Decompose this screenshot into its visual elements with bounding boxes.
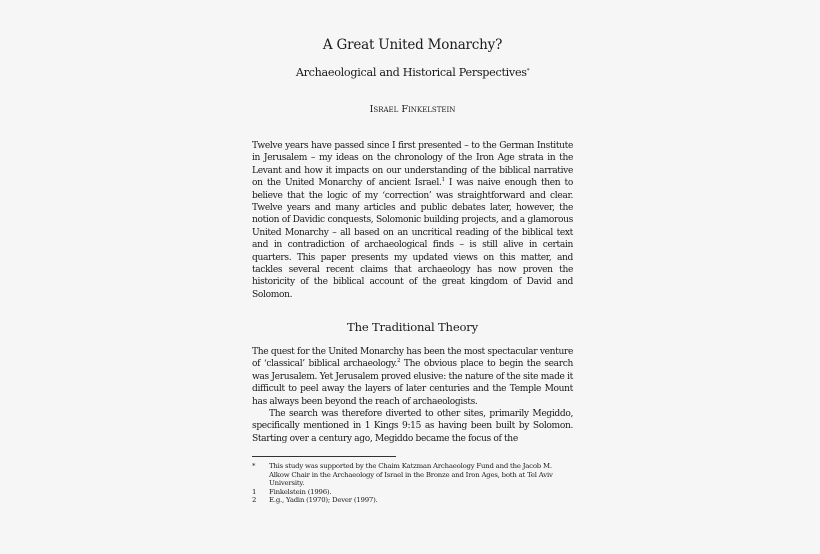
footnote-ref-1[interactable]: 1 [441, 177, 445, 184]
footnote-item [252, 488, 573, 497]
article-title [252, 37, 573, 53]
footnote-text: Finkelstein (1996). [269, 487, 332, 496]
footnote-item [252, 462, 573, 488]
footnote-ref-2[interactable]: 2 [397, 358, 401, 365]
footnote-mark: 2 [252, 496, 257, 505]
article-subtitle [252, 66, 573, 79]
section-body [252, 346, 573, 445]
article-title-text: A Great United Monarchy? [322, 37, 503, 53]
footnote-item [252, 496, 573, 505]
intro-text-part2: I was naive enough then to believe that the logic of my ‘correction’ was straightforward and clear. Twelve years and many articles and public debates later, however, the notion of Davidic conquests, Solomonic building projects, and a glamorous United Monarchy – all based on an uncritical reading of the biblical text and in contradiction of archaeological finds – is still alive in certain quarters. This paper presents my updated views on this matter, and tackles several recent claims that archaeology has now proven the historicity of the biblical account of the great kingdom of David and Solomon. [252, 178, 573, 300]
section-paragraph-1-part2: The obvious place to begin the search was Jerusalem. Yet Jerusalem proved elusive: the nature of the site made it difficult to peel away the layers of later centuries and the Temple Mount has always been beyond the reach of archaeologists. [252, 359, 573, 407]
section-paragraph-2: The search was therefore diverted to other sites, primarily Megiddo, specifically mentioned in 1 Kings 9:15 as having been built by Solomon. Starting over a century ago, Megiddo became the focus of the [252, 409, 573, 444]
footnote-mark: 1 [252, 487, 257, 496]
document-page [252, 0, 573, 554]
intro-text-part1: Twelve years have passed since I first presented – to the German Institute in Jerusalem – my ideas on the chronology of the Iron Age strata in the Levant and how it impacts on our understanding of the biblical narrative on the United Monarchy of ancient Israel. [252, 141, 573, 189]
article-subtitle-text: Archaeological and Historical Perspectives [295, 66, 527, 79]
footnote-divider [252, 456, 396, 457]
intro-text [252, 140, 573, 301]
footnote-text: This study was supported by the Chaim Katzman Archaeology Fund and the Jacob M. Alkow Chair in the Archaeology of Israel in the Bronze and Iron Ages, both at Tel Aviv University. [269, 462, 553, 488]
footnotes [252, 462, 573, 505]
section-paragraph-1 [252, 346, 573, 408]
section-paragraph-1-part1: The quest for the United Monarchy has been the most spectacular venture of ‘classical’ biblical archaeology. [252, 347, 573, 370]
footnote-text: E.g., Yadin (1970); Dever (1997). [269, 496, 378, 505]
section-heading: The Traditional Theory [347, 320, 478, 334]
footnote-mark: * [252, 462, 256, 470]
subtitle-footnote-marker[interactable]: * [526, 68, 530, 74]
introduction-paragraph [252, 140, 573, 301]
author-name: Israel Finkelstein [369, 104, 456, 115]
